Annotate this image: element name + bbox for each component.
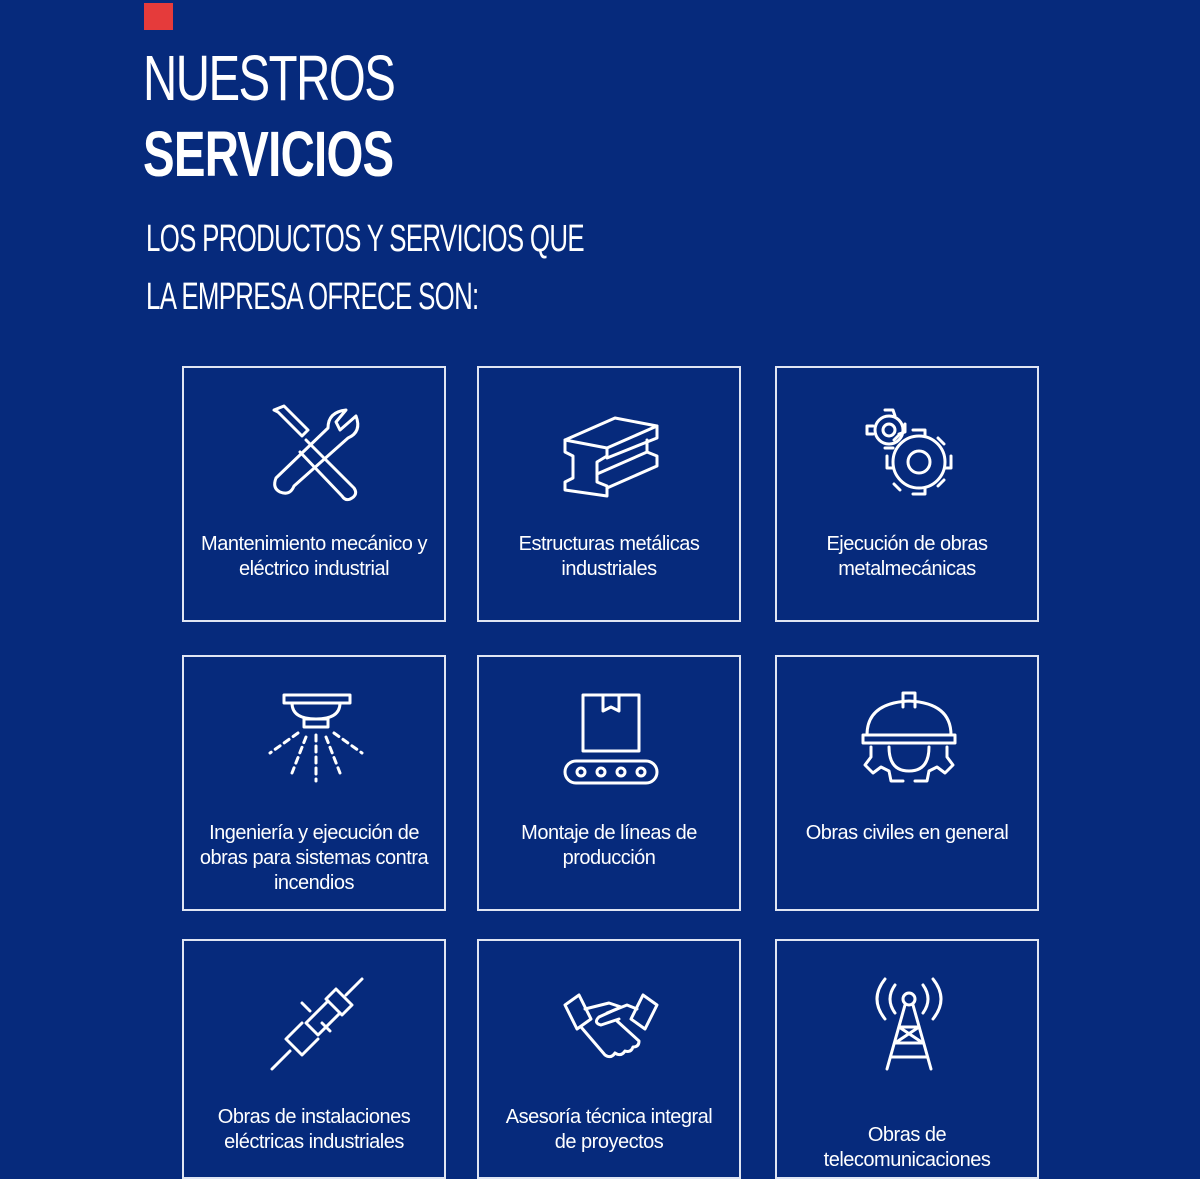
page-title-line2: SERVICIOS (143, 118, 394, 190)
service-card-maintenance (182, 366, 446, 622)
page-subtitle (146, 210, 584, 326)
antenna-icon (859, 975, 959, 1075)
page-title-line1: NUESTROS (143, 42, 395, 114)
service-card-structures (477, 366, 741, 622)
service-card-fire-systems (182, 655, 446, 911)
fire-sprinkler-icon (266, 691, 366, 791)
service-label: Estructuras metálicas industriales (518, 533, 700, 580)
handshake-icon (561, 975, 661, 1075)
service-label: Obras de telecomunicaciones (823, 1124, 991, 1171)
service-label: Ingeniería y ejecución de obras para sistemas contra incendios (199, 822, 429, 894)
service-label: Obras civiles en general (805, 822, 1009, 844)
service-label: Obras de instalaciones eléctricas industriales (217, 1106, 411, 1153)
service-card-electrical (182, 939, 446, 1179)
service-card-consulting (477, 939, 741, 1179)
service-card-telecom (775, 939, 1039, 1179)
gears-icon (859, 402, 959, 502)
tools-icon (266, 402, 366, 502)
service-label: Asesoría técnica integral de proyectos (505, 1106, 713, 1153)
hardhat-gear-icon (859, 691, 959, 791)
plug-icon (266, 975, 366, 1075)
steel-beam-icon (561, 402, 661, 502)
service-card-civil-works (775, 655, 1039, 911)
service-card-production-lines (477, 655, 741, 911)
red-accent-square (144, 3, 173, 30)
service-card-metalworks (775, 366, 1039, 622)
subtitle-line2: LA EMPRESA OFRECE SON: (146, 276, 479, 318)
service-label: Ejecución de obras metalmecánicas (826, 533, 988, 580)
conveyor-box-icon (561, 691, 661, 791)
service-label: Montaje de líneas de producción (521, 822, 697, 869)
subtitle-line1: LOS PRODUCTOS Y SERVICIOS QUE (146, 218, 584, 260)
service-label: Mantenimiento mecánico y eléctrico industrial (201, 533, 427, 580)
